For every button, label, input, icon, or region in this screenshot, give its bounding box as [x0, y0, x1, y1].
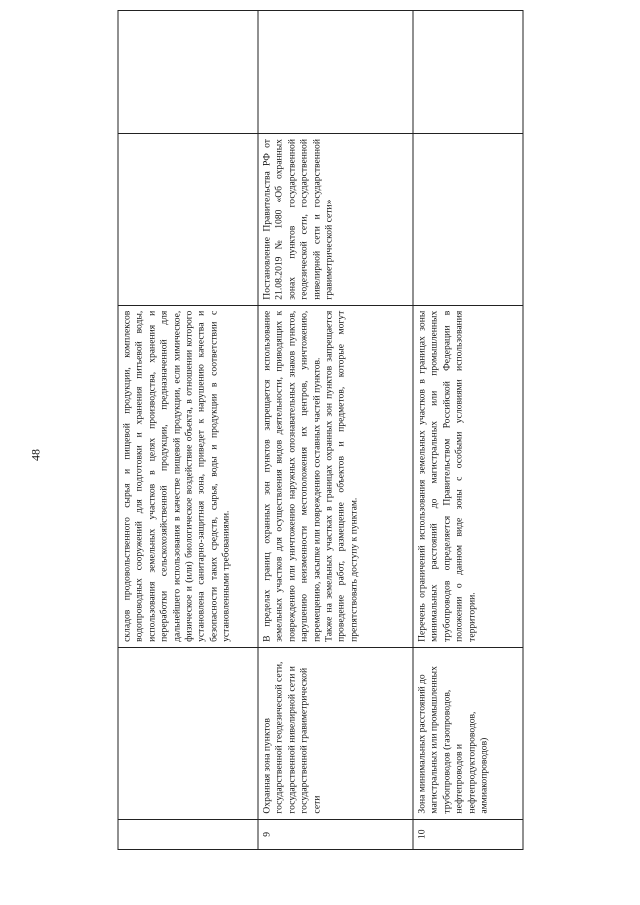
restriction-paragraph: складов продовольственного сырья и пищевой продукции, комплексов водопроводных сооружений для подготовки и хранения питьевой воды, использования земельных участков в целях производства, хранения и переработки сельскохозяйственной продукции, предназначенной для дальнейшего использования в качестве пищевой продукции, если химическое, физическое и (или) биологическое воздействие объекта, в отношении которого установлена санитарно-защитная зона, приведет к нарушению качества и безопасности таких средств, сырья, воды и продукции в соответствии с установленными требованиями.: [121, 310, 232, 642]
zone-name: Охранная зона пунктов государственной геодезической сети, государственной нивелирной сети и государственной гравиметрической сети: [258, 647, 413, 819]
restriction-paragraph: Также на земельных участках в границах охранных зон пунктов запрещается проведение работ, размещение объектов и предметов, которые могут препятствовать доступу к пунктам.: [323, 310, 360, 642]
empty-cell: [258, 11, 413, 134]
table-row: [413, 11, 523, 850]
restrictions-table-rotated: [118, 10, 523, 850]
legal-basis-cell: [413, 134, 523, 306]
restrictions-table: [118, 10, 524, 850]
empty-cell: [118, 11, 258, 134]
restrictions-cell: [413, 305, 523, 647]
restrictions-cell: [118, 305, 258, 647]
legal-basis-cell: [118, 134, 258, 306]
restrictions-cell: [258, 305, 413, 647]
zone-name: Зона минимальных расстояний до магистральных или промышленных трубопроводов (газопроводов, нефтепроводов и нефтепродуктопроводов, аммиакопроводов): [413, 647, 523, 819]
row-number: 10: [413, 819, 523, 849]
legal-basis-cell: Постановление Правительства РФ от 21.08.2019 № 1080 «Об охранных зонах пунктов государственной геодезической сети, государственной нивелирной сети и государственной гравиметрической сети»: [258, 134, 413, 306]
table-row: [258, 11, 413, 850]
restriction-paragraph: Перечень ограничений использования земельных участков в границах зоны минимальных расстояний до магистральных или промышленных трубопроводов определяется Правительством Российской Федерации в положении о данном виде зоны с особыми условиями использования территории.: [416, 310, 478, 642]
zone-name: [118, 647, 258, 819]
page-number: 48: [28, 449, 43, 461]
empty-cell: [413, 11, 523, 134]
table-row: [118, 11, 258, 850]
row-number: 9: [258, 819, 413, 849]
row-number: [118, 819, 258, 849]
restriction-paragraph: В пределах границ охранных зон пунктов запрещается использование земельных участков для осуществления видов деятельности, приводящих к повреждению или уничтожению наружных опознавательных знаков пунктов, нарушению неизменности местоположения их центров, уничтожению, перемещению, засыпке или повреждению составных частей пунктов.: [261, 310, 323, 642]
